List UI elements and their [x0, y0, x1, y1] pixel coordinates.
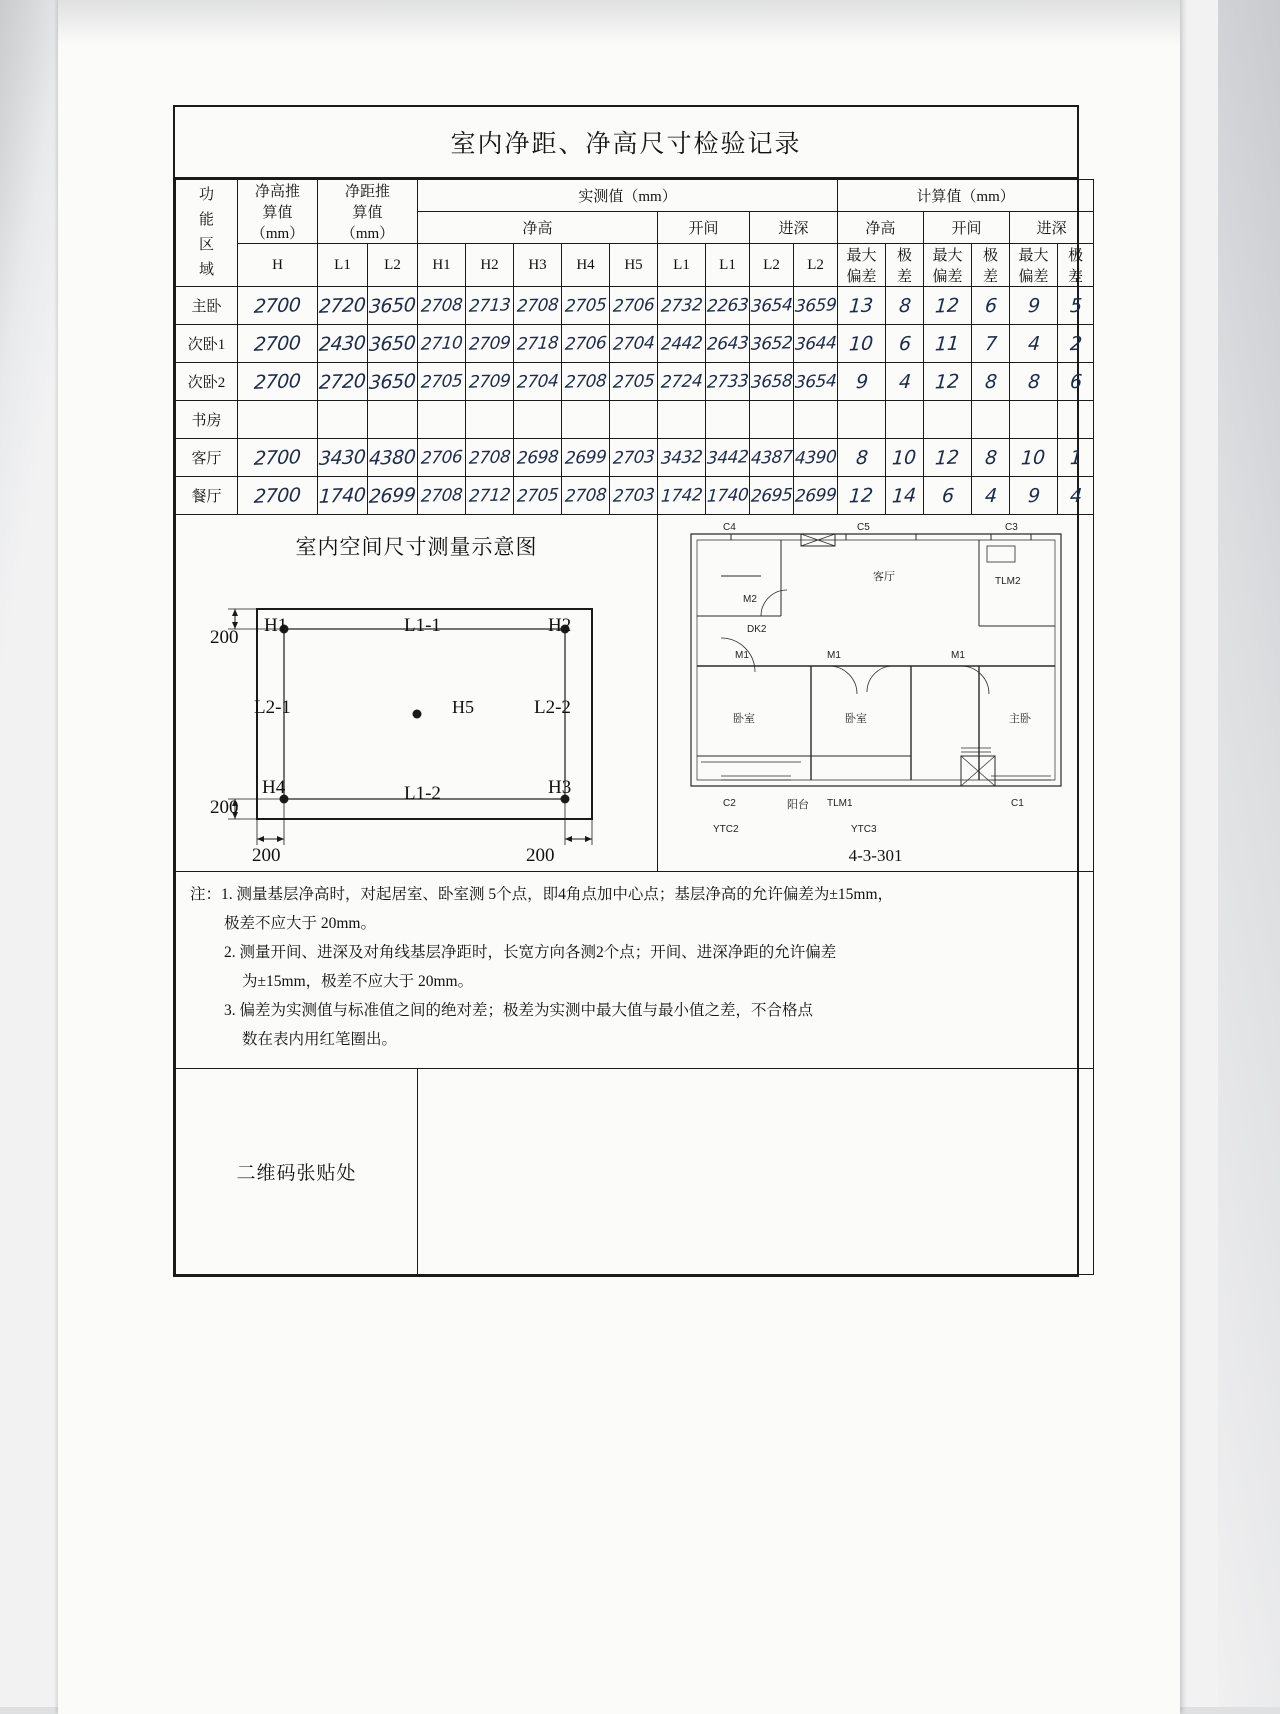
cell-js-maxdev: [1010, 401, 1058, 439]
floorplan-label-m2: M2: [742, 594, 757, 605]
floorplan-room-balcony: 阳台: [786, 799, 809, 811]
schematic-dim-left-bottom: 200: [210, 797, 239, 818]
schematic-label-l11: L1-1: [404, 615, 441, 636]
cell-h3: 2705: [514, 477, 562, 515]
header-col-H2: H2: [466, 244, 514, 287]
header-col-L2b: L2: [794, 244, 838, 287]
header-col-H3: H3: [514, 244, 562, 287]
header-kj-maxdev: 最大 偏差: [924, 244, 972, 287]
cell-h5: 2706: [610, 287, 658, 325]
header-jg-maxdev: 最大 偏差: [838, 244, 886, 287]
row-area: 客厅: [176, 439, 238, 477]
row-area: 书房: [176, 401, 238, 439]
floorplan-label-c4: C4: [722, 522, 736, 533]
floorplan-label-tlm1: TLM1: [826, 798, 853, 809]
qr-label-cell: [176, 1069, 418, 1275]
note-2-line-1: 2. 测量开间、进深及对角线基层净距时，长宽方向各测2个点；开间、进深净距的允许偏差: [224, 944, 837, 961]
paper-shadow: [58, 0, 1180, 46]
floorplan-label-ytc2: YTC2: [712, 824, 739, 835]
header-measured-jinggao: 净高: [418, 212, 658, 244]
schematic-dim-left-top: 200: [210, 627, 239, 648]
cell-l1a: 2724: [658, 363, 706, 401]
cell-l2-calc: 3650: [368, 287, 418, 325]
cell-l1a: [658, 401, 706, 439]
schematic-cell: [176, 515, 658, 872]
header-col-H: H: [238, 244, 318, 287]
cell-js-maxdev: 4: [1010, 325, 1058, 363]
cell-l1a: 2442: [658, 325, 706, 363]
table-row: [176, 287, 1094, 325]
cell-h2: 2708: [466, 439, 514, 477]
cell-kj-range: 4: [972, 477, 1010, 515]
floorplan-room-living: 客厅: [872, 571, 895, 583]
cell-kj-maxdev: [924, 401, 972, 439]
measurement-table: [175, 179, 1094, 1275]
schematic-label-h2: H2: [548, 615, 572, 636]
cell-h2: 2713: [466, 287, 514, 325]
cell-l2b: 3654: [794, 363, 838, 401]
floorplan-label-dk2: DK2: [746, 624, 767, 635]
qr-label: 二维码张贴处: [236, 1163, 357, 1184]
cell-h2: [466, 401, 514, 439]
schematic-title: 室内空间尺寸测量示意图: [295, 535, 538, 559]
header-col-L1a: L1: [658, 244, 706, 287]
floorplan: [658, 516, 1093, 872]
floorplan-room-bed2: 卧室: [844, 713, 867, 725]
cell-js-range: 6: [1058, 363, 1094, 401]
schematic-label-h3: H3: [548, 777, 572, 798]
cell-h3: 2718: [514, 325, 562, 363]
cell-l1-calc: 3430: [318, 439, 368, 477]
cell-kj-maxdev: 6: [924, 477, 972, 515]
note-2-line-2: 为±15mm，极差不应大于 20mm。: [242, 973, 474, 990]
cell-kj-range: 8: [972, 363, 1010, 401]
cell-h1: [418, 401, 466, 439]
schematic-label-h1: H1: [264, 615, 288, 636]
cell-h1: 2706: [418, 439, 466, 477]
row-area: 次卧2: [176, 363, 238, 401]
cell-h4: 2708: [562, 477, 610, 515]
qr-paste-area[interactable]: [418, 1069, 1094, 1275]
cell-l1-calc: 2430: [318, 325, 368, 363]
floorplan-label-m1a: M1: [734, 650, 749, 661]
cell-l1b: 2733: [706, 363, 750, 401]
cell-jg-maxdev: 9: [838, 363, 886, 401]
cell-l1b: 2643: [706, 325, 750, 363]
cell-kj-range: [972, 401, 1010, 439]
row-area: 餐厅: [176, 477, 238, 515]
cell-jg-maxdev: 10: [838, 325, 886, 363]
note-1-text: 1. 测量基层净高时，对起居室、卧室测 5个点，即4角点加中心点；基层净高的允许偏差为±15mm，: [221, 886, 894, 903]
cell-jg-maxdev: 13: [838, 287, 886, 325]
cell-l1-calc: 2720: [318, 287, 368, 325]
cell-jg-range: 14: [886, 477, 924, 515]
floorplan-code: 4-3-301: [848, 846, 903, 865]
cell-l2a: 3654: [750, 287, 794, 325]
header-col-H1: H1: [418, 244, 466, 287]
cell-h2: 2712: [466, 477, 514, 515]
cell-l1a: 3432: [658, 439, 706, 477]
cell-js-range: 4: [1058, 477, 1094, 515]
header-computed-kaijian: 开间: [924, 212, 1010, 244]
table-row: [176, 363, 1094, 401]
cell-l1-calc: 2720: [318, 363, 368, 401]
note-1-line-1: [190, 880, 1093, 909]
cell-jg-range: 6: [886, 325, 924, 363]
floorplan-label-c3: C3: [1004, 522, 1018, 533]
cell-l2b: 3644: [794, 325, 838, 363]
row-area: 主卧: [176, 287, 238, 325]
cell-jg-maxdev: 12: [838, 477, 886, 515]
cell-h4: 2706: [562, 325, 610, 363]
floorplan-room-master: 主卧: [1008, 713, 1031, 725]
cell-h3: 2698: [514, 439, 562, 477]
schematic-dim-bottom-right: 200: [526, 845, 555, 866]
schematic-label-h4: H4: [262, 777, 286, 798]
cell-l1b: 1740: [706, 477, 750, 515]
cell-kj-maxdev: 11: [924, 325, 972, 363]
qr-row: [176, 1069, 1094, 1275]
form-title-row: [175, 107, 1077, 179]
table-header-row-1: [176, 180, 1094, 212]
cell-jg-maxdev: 8: [838, 439, 886, 477]
cell-h2: 2709: [466, 363, 514, 401]
cell-jg-range: 8: [886, 287, 924, 325]
header-computed: 计算值（mm）: [838, 180, 1094, 212]
cell-l1a: 1742: [658, 477, 706, 515]
header-kj-range: 极 差: [972, 244, 1010, 287]
floorplan-label-c1: C1: [1010, 798, 1024, 809]
header-l-calc: 净距推 算值 （mm）: [318, 180, 418, 244]
cell-jg-range: [886, 401, 924, 439]
cell-h5: 2705: [610, 363, 658, 401]
cell-h-calc: 2700: [238, 363, 318, 401]
schematic-dim-bottom-left: 200: [252, 845, 281, 866]
cell-l2-calc: 3650: [368, 325, 418, 363]
floorplan-label-m1c: M1: [950, 650, 965, 661]
floorplan-cell: [658, 515, 1094, 872]
cell-l2a: 2695: [750, 477, 794, 515]
inspection-form: [173, 105, 1084, 1277]
note-3-line-2: 数在表内用红笔圈出。: [242, 1031, 398, 1048]
table-row: [176, 439, 1094, 477]
cell-js-maxdev: 8: [1010, 363, 1058, 401]
notes-row: [176, 872, 1094, 1069]
cell-h2: 2709: [466, 325, 514, 363]
cell-h-calc: 2700: [238, 439, 318, 477]
header-measured-jinshen: 进深: [750, 212, 838, 244]
cell-l1b: 3442: [706, 439, 750, 477]
header-col-L2a: L2: [750, 244, 794, 287]
cell-l2b: 3659: [794, 287, 838, 325]
table-row: [176, 325, 1094, 363]
cell-l2a: 4387: [750, 439, 794, 477]
cell-l1b: [706, 401, 750, 439]
header-col-L2c: L2: [368, 244, 418, 287]
cell-h-calc: 2700: [238, 477, 318, 515]
cell-h3: 2704: [514, 363, 562, 401]
note-3-line-1: 3. 偏差为实测值与标准值之间的绝对差；极差为实测中最大值与最小值之差，不合格点: [224, 1002, 814, 1019]
floorplan-svg: [661, 516, 1091, 836]
cell-h4: 2705: [562, 287, 610, 325]
note-1-line-2: 极差不应大于 20mm。: [224, 915, 376, 932]
header-func-area: 功 能 区 域: [176, 180, 238, 287]
page-title: 室内净距、净高尺寸检验记录: [450, 131, 802, 158]
cell-l1b: 2263: [706, 287, 750, 325]
cell-l2-calc: 2699: [368, 477, 418, 515]
cell-js-maxdev: 10: [1010, 439, 1058, 477]
cell-l2-calc: 3650: [368, 363, 418, 401]
header-jg-range: 极 差: [886, 244, 924, 287]
cell-jg-range: 4: [886, 363, 924, 401]
cell-l2b: [794, 401, 838, 439]
header-js-maxdev: 最大 偏差: [1010, 244, 1058, 287]
cell-l1-calc: 1740: [318, 477, 368, 515]
header-measured: 实测值（mm）: [418, 180, 838, 212]
header-computed-jinggao: 净高: [838, 212, 924, 244]
table-row: [176, 401, 1094, 439]
cell-kj-range: 8: [972, 439, 1010, 477]
cell-kj-maxdev: 12: [924, 439, 972, 477]
cell-jg-maxdev: [838, 401, 886, 439]
cell-l1-calc: [318, 401, 368, 439]
schematic-label-l22: L2-2: [534, 697, 571, 718]
notes-block: [176, 872, 1093, 1068]
diagram-row: [176, 515, 1094, 872]
schematic-diagram: [176, 515, 657, 871]
cell-kj-maxdev: 12: [924, 363, 972, 401]
cell-h5: [610, 401, 658, 439]
cell-l2b: 2699: [794, 477, 838, 515]
cell-h1: 2708: [418, 287, 466, 325]
cell-l2a: 3658: [750, 363, 794, 401]
cell-h1: 2708: [418, 477, 466, 515]
schematic-label-l21: L2-1: [254, 697, 291, 718]
cell-kj-range: 6: [972, 287, 1010, 325]
floorplan-room-bed1: 卧室: [732, 713, 755, 725]
cell-l1a: 2732: [658, 287, 706, 325]
cell-kj-maxdev: 12: [924, 287, 972, 325]
cell-h4: 2708: [562, 363, 610, 401]
cell-l2-calc: 4380: [368, 439, 418, 477]
header-js-range: 极 差: [1058, 244, 1094, 287]
cell-l2b: 4390: [794, 439, 838, 477]
header-h-calc: 净高推 算值 （mm）: [238, 180, 318, 244]
schematic-label-l12: L1-2: [404, 783, 441, 804]
floorplan-label-c5: C5: [856, 522, 870, 533]
header-col-H4: H4: [562, 244, 610, 287]
cell-h-calc: 2700: [238, 325, 318, 363]
cell-l2-calc: [368, 401, 418, 439]
floorplan-label-tlm2: TLM2: [994, 576, 1021, 587]
cell-h5: 2704: [610, 325, 658, 363]
schematic-label-h5: H5: [452, 697, 474, 717]
cell-js-range: 5: [1058, 287, 1094, 325]
paper-edge: [1218, 0, 1280, 1707]
cell-h1: 2705: [418, 363, 466, 401]
cell-h4: [562, 401, 610, 439]
header-col-L1b: L1: [706, 244, 750, 287]
cell-js-range: [1058, 401, 1094, 439]
notes-prefix: 注：: [190, 886, 222, 903]
cell-js-maxdev: 9: [1010, 477, 1058, 515]
cell-jg-range: 10: [886, 439, 924, 477]
table-row: [176, 477, 1094, 515]
cell-h5: 2703: [610, 477, 658, 515]
floorplan-label-m1b: M1: [826, 650, 841, 661]
cell-kj-range: 7: [972, 325, 1010, 363]
cell-h-calc: [238, 401, 318, 439]
cell-h-calc: 2700: [238, 287, 318, 325]
cell-l2a: 3652: [750, 325, 794, 363]
cell-h3: 2708: [514, 287, 562, 325]
cell-l2a: [750, 401, 794, 439]
cell-h3: [514, 401, 562, 439]
cell-h1: 2710: [418, 325, 466, 363]
cell-js-maxdev: 9: [1010, 287, 1058, 325]
header-col-L1c: L1: [318, 244, 368, 287]
header-computed-jinshen: 进深: [1010, 212, 1094, 244]
floorplan-label-ytc3: YTC3: [850, 824, 877, 835]
header-col-H5: H5: [610, 244, 658, 287]
cell-js-range: 2: [1058, 325, 1094, 363]
cell-h4: 2699: [562, 439, 610, 477]
cell-js-range: 1: [1058, 439, 1094, 477]
floorplan-label-c2: C2: [722, 798, 736, 809]
notes-cell: [176, 872, 1094, 1069]
row-area: 次卧1: [176, 325, 238, 363]
cell-h5: 2703: [610, 439, 658, 477]
header-measured-kaijian: 开间: [658, 212, 750, 244]
